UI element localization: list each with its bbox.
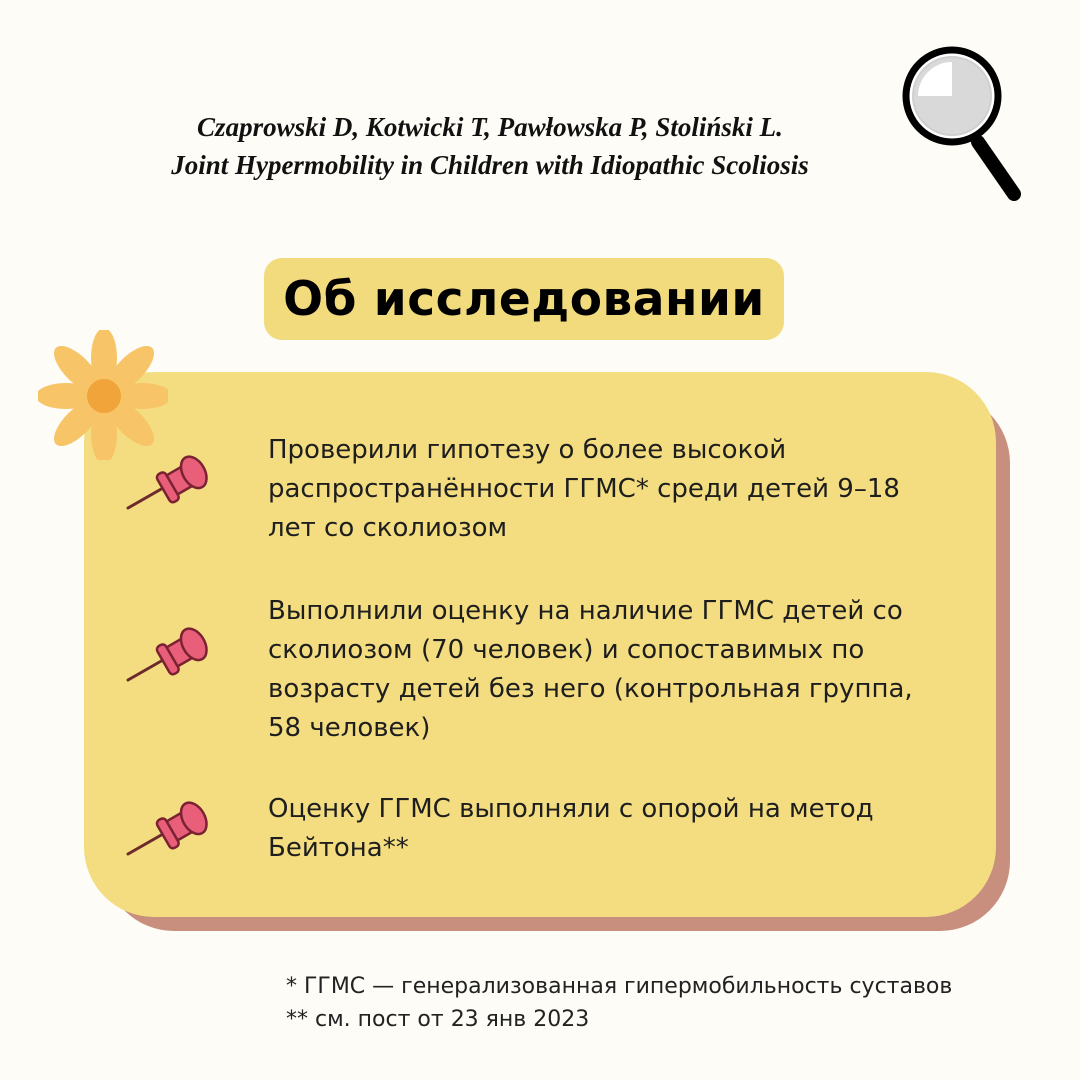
flower-icon	[38, 330, 168, 460]
footnote-1: * ГГМС — генерализованная гипермобильность суставов	[286, 974, 953, 999]
page-title: Об исследовании	[283, 271, 765, 327]
footnotes	[286, 970, 1046, 1036]
list-item-text: Оценку ГГМС выполняли с опорой на метод Бейтона**	[268, 794, 874, 863]
pushpin-icon	[124, 620, 210, 686]
pushpin-icon	[124, 448, 210, 514]
citation	[80, 108, 900, 184]
citation-authors: Czaprowski D, Kotwicki T, Pawłowska P, Stoliński L.	[197, 112, 783, 142]
list-item-text: Проверили гипотезу о более высокой распространённости ГГМС* среди детей 9–18 лет со сколиозом	[268, 435, 900, 543]
footnote-2: ** см. пост от 23 янв 2023	[286, 1007, 590, 1032]
list-item-text: Выполнили оценку на наличие ГГМС детей со сколиозом (70 человек) и сопоставимых по возрасту детей без него (контрольная группа, 58 человек)	[268, 596, 913, 743]
magnifier-icon	[896, 44, 1036, 214]
citation-title: Joint Hypermobility in Children with Idiopathic Scoliosis	[171, 150, 809, 180]
heading-badge	[264, 258, 784, 340]
pushpin-icon	[124, 794, 210, 860]
